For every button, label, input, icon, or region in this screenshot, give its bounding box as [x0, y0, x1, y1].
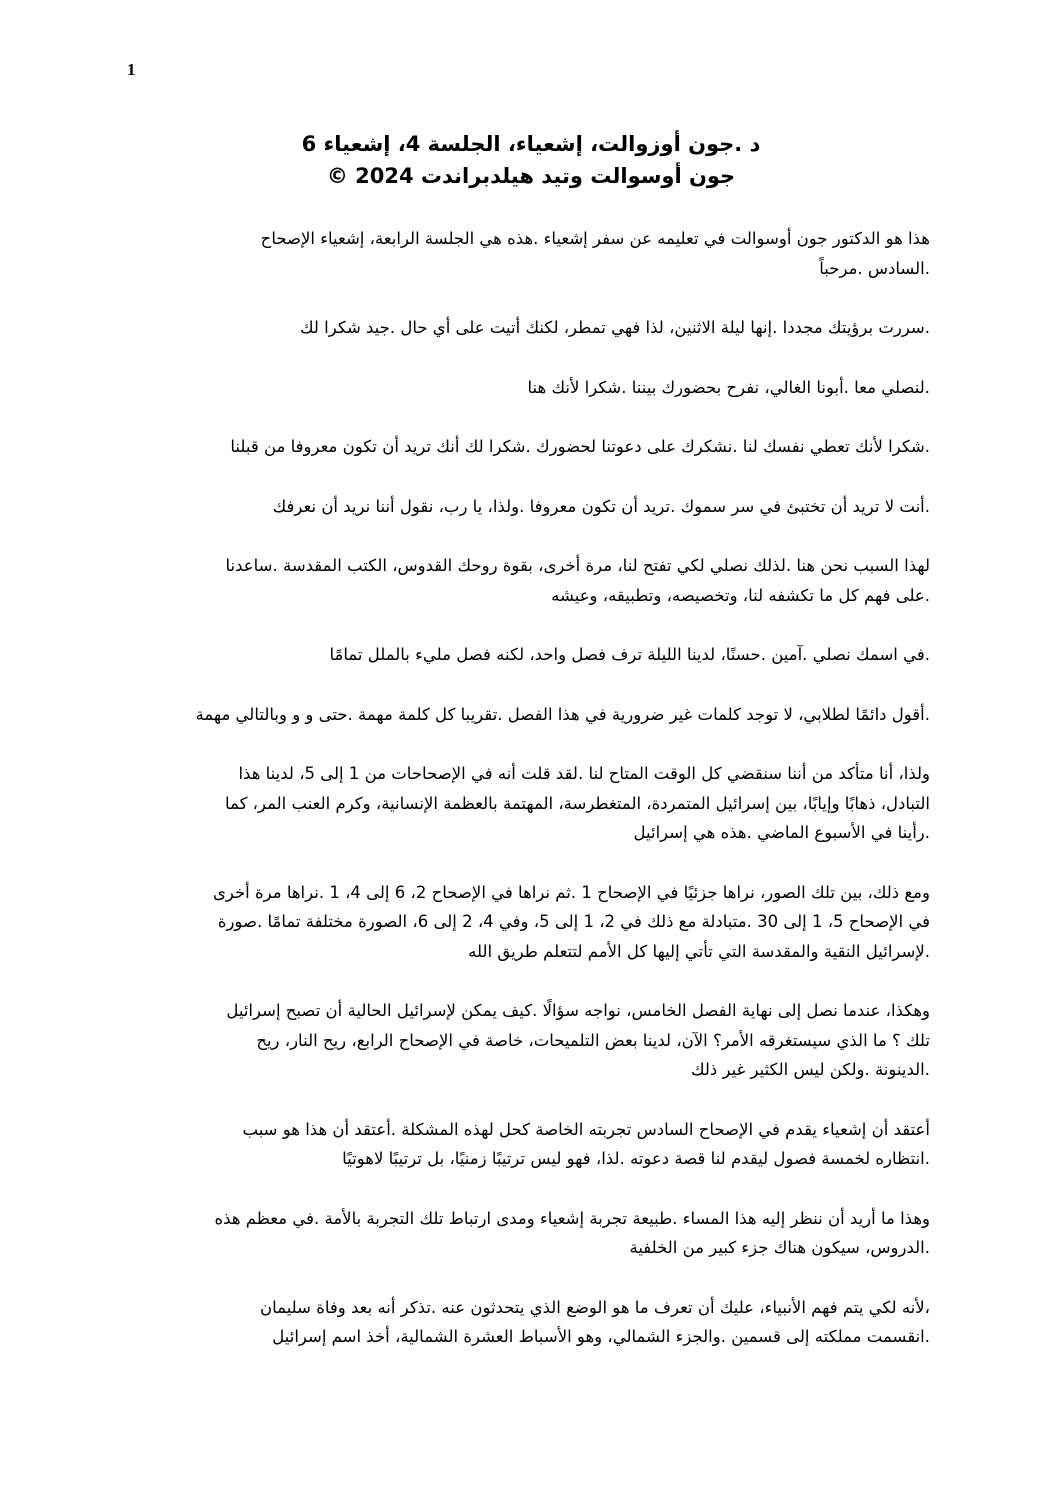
paragraph-line: وهذا ما أريد أن ننظر إليه هذا المساء .طبيعة تجربة إشعياء ومدى ارتباط تلك التجربة بالأمة .في معظم هذه	[214, 1208, 930, 1228]
paragraph	[132, 224, 930, 283]
paragraph-line: هذا هو الدكتور جون أوسوالت في تعليمه عن سفر إشعياء .هذه هي الجلسة الرابعة، إشعياء الإصحاح	[260, 229, 930, 248]
paragraph-line: .انتظاره لخمسة فصول ليقدم لنا قصة دعوته .لذا، فهو ليس ترتيبًا زمنيًا، بل ترتيبًا لاهوتيًا	[342, 1149, 930, 1168]
paragraph-line: .أقول دائمًا لطلابي، لا توجد كلمات غير ضرورية في هذا الفصل .تقريبا كل كلمة مهمة .حتى و و وبالتالي مهمة	[195, 704, 930, 724]
paragraph-line: .الدينونة .ولكن ليس الكثير غير ذلك	[690, 1060, 930, 1079]
paragraph-line: .السادس .مرحباً	[819, 258, 930, 278]
paragraph	[132, 640, 930, 670]
paragraph-line: .على فهم كل ما تكشفه لنا، وتخصيصه، وتطبيقه، وعيشه	[551, 585, 930, 605]
paragraph	[132, 492, 930, 522]
paragraph-line: أعتقد أن إشعياء يقدم في الإصحاح السادس تجربته الخاصة كحل لهذه المشكلة .أعتقد أن هذا هو سبب	[242, 1119, 930, 1139]
paragraph	[132, 996, 930, 1085]
paragraph	[132, 313, 930, 343]
paragraph-line: في الإصحاح 5، 1 إلى 30 .متبادلة مع ذلك في 2، 1 إلى 5، وفي 4، 2 إلى 6، الصورة مختلفة تمامًا .صورة	[217, 912, 930, 931]
paragraph-line: .انقسمت مملكته إلى قسمين .والجزء الشمالي، وهو الأسباط العشرة الشمالية، أخذ اسم إسرائيل	[272, 1327, 930, 1346]
paragraph	[132, 700, 930, 730]
paragraph-line: .سررت برؤيتك مجددا .إنها ليلة الاثنين، لذا فهي تمطر، لكنك أتيت على أي حال .جيد شكرا لك	[299, 318, 930, 337]
page-number: 1	[127, 60, 136, 79]
paragraph-line: .أنت لا تريد أن تختبئ في سر سموك .تريد أن تكون معروفا .ولذا، يا رب، نقول أننا نريد أن نعرفك	[272, 496, 930, 516]
paragraph-line: .لنصلي معا .أبونا الغالي، نفرح بحضورك بيننا .شكرا لأنك هنا	[527, 377, 930, 397]
document-title	[132, 128, 930, 192]
paragraph	[132, 759, 930, 848]
paragraph-line: .الدروس، سيكون هناك جزء كبير من الخلفية	[629, 1238, 930, 1257]
paragraph-line: .في اسمك نصلي .آمين .حسنًا، لدينا الليلة ترف فصل واحد، لكنه فصل مليء بالملل تمامًا	[329, 645, 930, 664]
paragraph-line: لهذا السبب نحن هنا .لذلك نصلي لكي تفتح لنا، مرة أخرى، بقوة روحك القدوس، الكتب المقدسة .ساعدنا	[225, 556, 930, 575]
title-line-2: جون أوسوالت وتيد هيلدبراندت 2024 ©	[326, 164, 736, 188]
title-line-1: د .جون أوزوالت، إشعياء، الجلسة 4، إشعياء 6	[301, 132, 761, 156]
paragraph-line: ومع ذلك، بين تلك الصور، نراها جزئيًا في الإصحاح 1 .ثم نراها في الإصحاح 2، 6 إلى 4، 1 .نراها مرة أخرى	[212, 882, 930, 902]
paragraph	[132, 1204, 930, 1263]
paragraph	[132, 878, 930, 967]
paragraph	[132, 1115, 930, 1174]
paragraph-line: .شكرا لأنك تعطي نفسك لنا .نشكرك على دعوتنا لحضورك .شكرا لك أنك تريد أن تكون معروفا من قبلنا	[230, 437, 930, 456]
paragraph-line: تلك ؟ ما الذي سيستغرقه الأمر؟ الآن، لدينا بعض التلميحات، خاصة في الإصحاح الرابع، ريح النار، ريح	[256, 1030, 930, 1050]
paragraph-line: وهكذا، عندما نصل إلى نهاية الفصل الخامس، نواجه سؤالًا .كيف يمكن لإسرائيل الحالية أن تصبح إسرائيل	[226, 1001, 930, 1020]
paragraph	[132, 373, 930, 403]
paragraph	[132, 432, 930, 462]
paragraph	[132, 1293, 930, 1352]
paragraph-line: التبادل، ذهابًا وإيابًا، بين إسرائيل المتمردة، المتغطرسة، المهتمة بالعظمة الإنسانية، وكرم العنب المر، كما	[225, 793, 930, 813]
paragraph-line: ،لأنه لكي يتم فهم الأنبياء، عليك أن تعرف ما هو الوضع الذي يتحدثون عنه .تذكر أنه بعد وفاة سليمان	[260, 1297, 930, 1317]
paragraph-line: ولذا، أنا متأكد من أننا سنقضي كل الوقت المتاح لنا .لقد قلت أنه في الإصحاحات من 1 إلى 5، لدينا هذا	[238, 764, 930, 783]
paragraph-line: .رأينا في الأسبوع الماضي .هذه هي إسرائيل	[633, 823, 930, 842]
paragraph	[132, 551, 930, 610]
body-text	[132, 224, 930, 1382]
paragraph-line: .لإسرائيل النقية والمقدسة التي تأتي إليها كل الأمم لتتعلم طريق الله	[468, 941, 930, 961]
